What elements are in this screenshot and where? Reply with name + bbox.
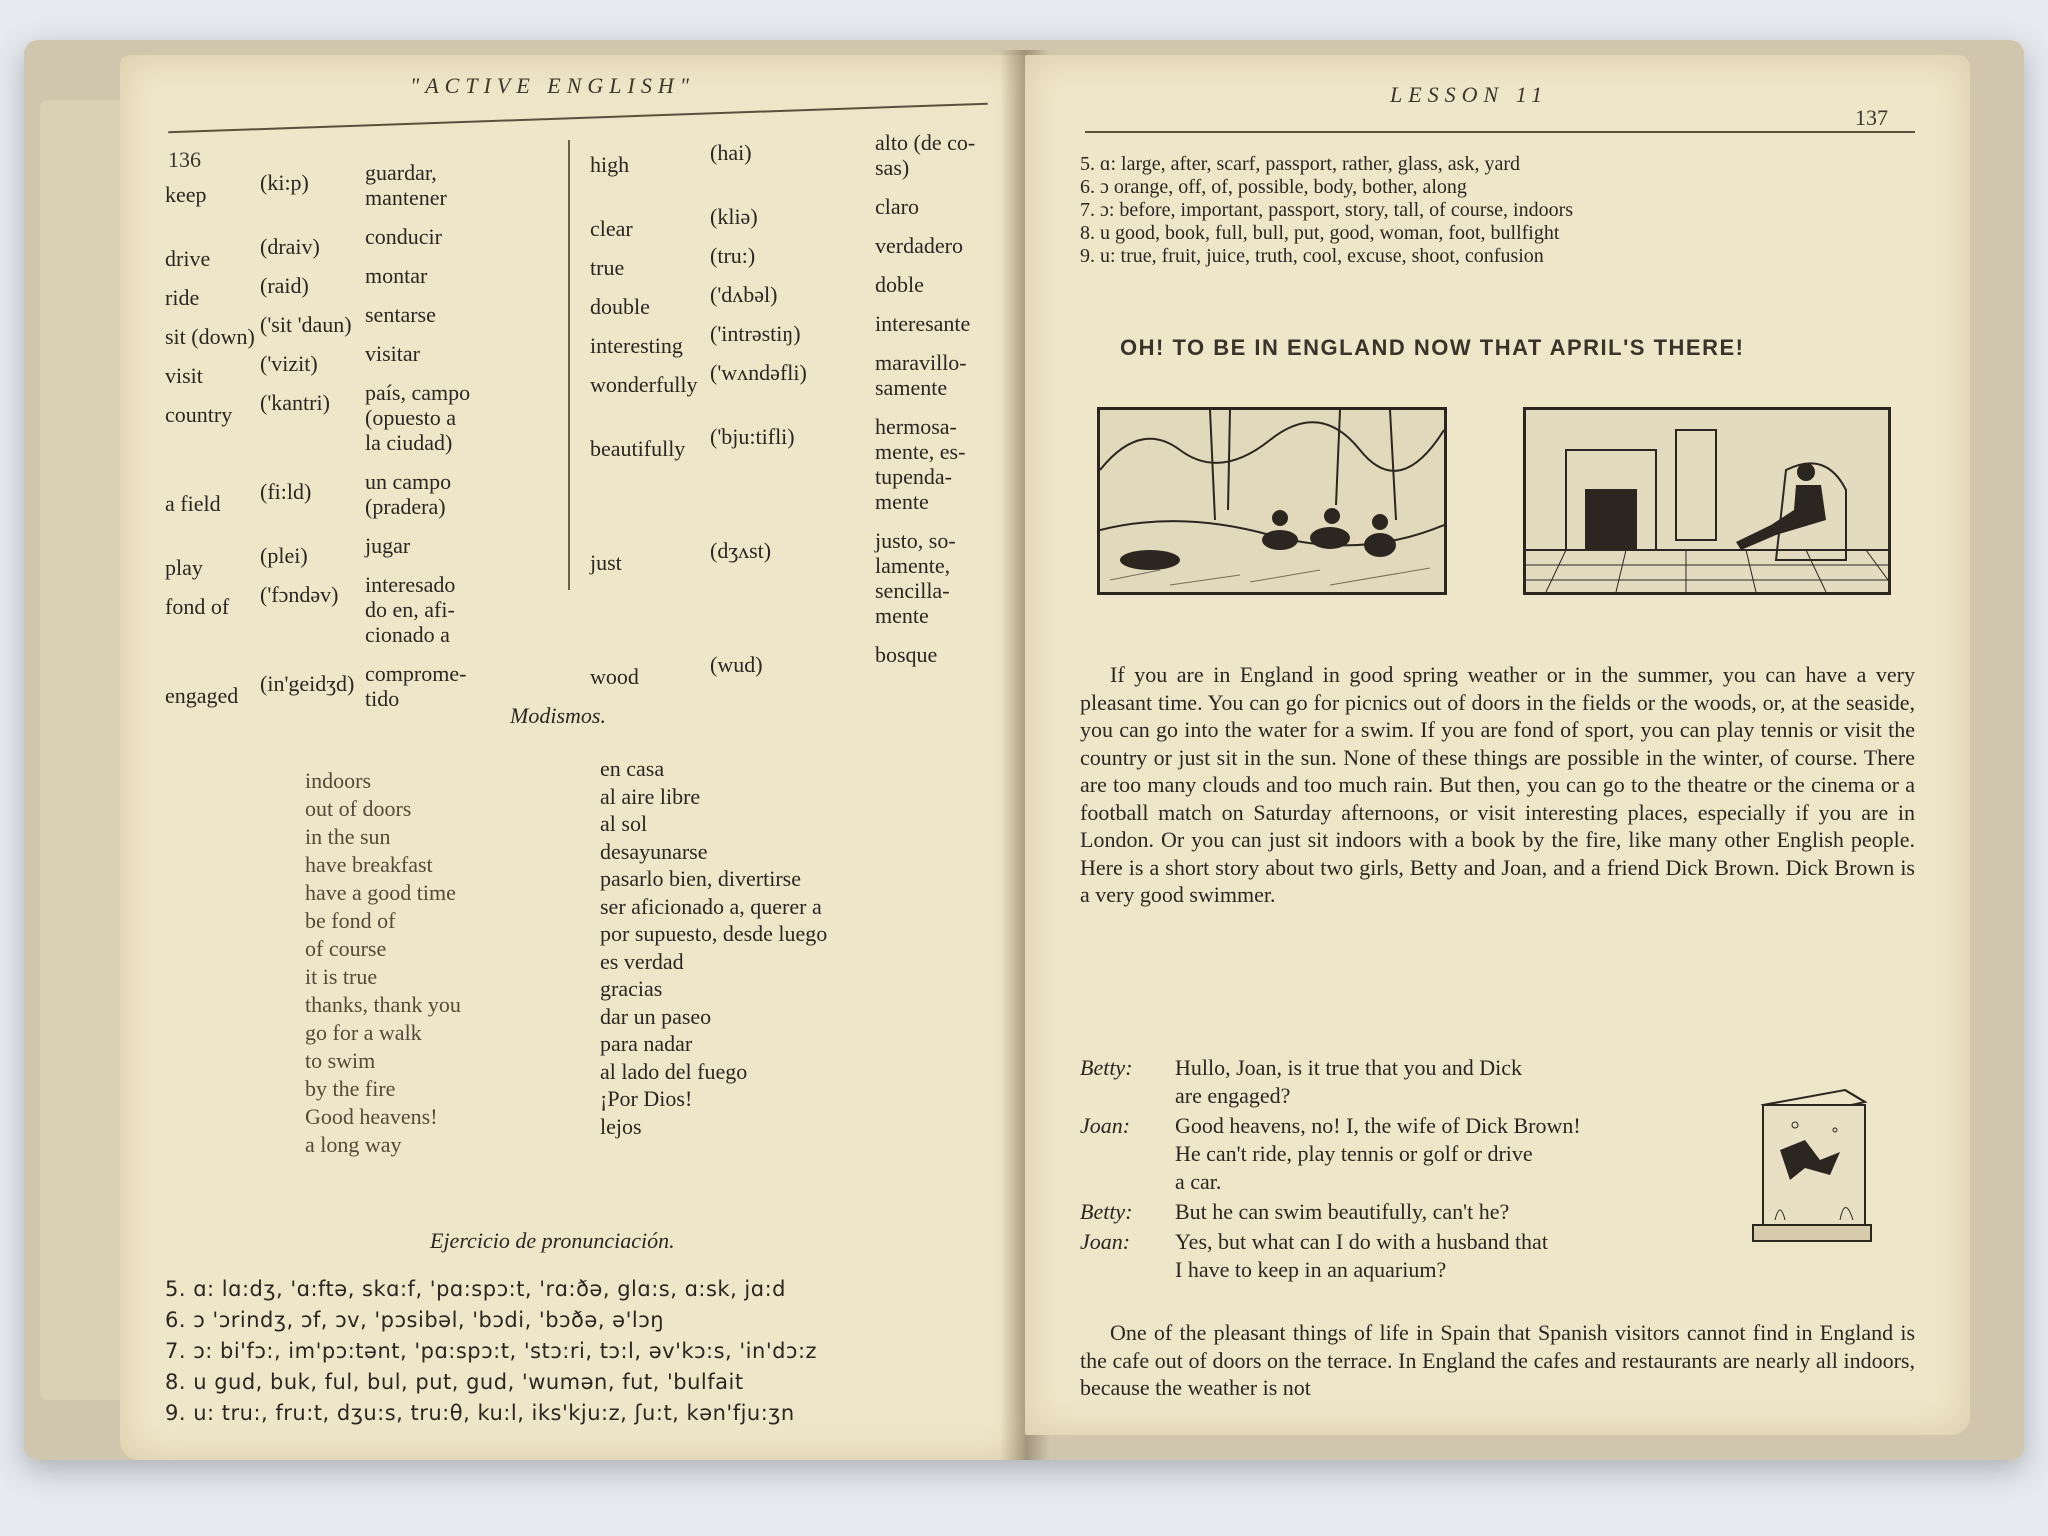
idiom-english: have breakfast	[305, 852, 433, 877]
vocab-word: double	[590, 294, 650, 319]
idiom-english: it is true	[305, 964, 378, 989]
vocab-meaning: bosque	[875, 642, 938, 667]
header-rule	[168, 103, 988, 134]
vocab-meaning: claro	[875, 194, 919, 219]
pronunciation-line: 6. ɔ orange, off, of, possible, body, bother, along	[1080, 176, 1467, 198]
dialog-line: Yes, but what can I do with a husband that	[1175, 1229, 1548, 1254]
idioms-heading: Modismos.	[510, 703, 606, 728]
idiom-spanish: al lado del fuego	[600, 1058, 748, 1084]
idiom-english: have a good time	[305, 880, 456, 905]
picnic-drawing	[1100, 410, 1444, 592]
vocab-word: drive	[165, 246, 211, 271]
idiom-english: a long way	[305, 1132, 402, 1157]
pronunciation-line: 8. u good, book, full, bull, put, good, woman, foot, bullfight	[1080, 222, 1560, 244]
vocab-meaning: mantener	[365, 185, 447, 210]
vocab-word: ride	[165, 285, 200, 310]
vocab-meaning: mente	[875, 489, 929, 514]
vocab-ipa: ('kantri)	[260, 390, 330, 415]
vocab-meaning: un campo	[365, 469, 452, 494]
vocab-meaning: tupenda-	[875, 464, 952, 489]
vocab-ipa: ('vizit)	[260, 351, 318, 376]
page-edges	[40, 100, 120, 1400]
vocab-ipa: (raid)	[260, 273, 309, 298]
dialog-line: are engaged?	[1175, 1083, 1291, 1108]
section-title: OH! TO BE IN ENGLAND NOW THAT APRIL'S THERE!	[1120, 335, 1745, 360]
fireside-drawing	[1526, 410, 1888, 592]
pronunciation-line: 7. ɔ: bi'fɔ:, im'pɔ:tənt, 'pɑ:spɔ:t, 'stɔ:ri, tɔ:l, əv'kɔ:s, 'in'dɔ:z	[165, 1339, 818, 1363]
header-rule	[1085, 131, 1915, 133]
idiom-spanish: en casa	[600, 756, 665, 781]
vocab-word: sit (down)	[165, 324, 255, 349]
vocab-ipa: (hai)	[710, 140, 752, 165]
vocab-ipa: ('intrəstiŋ)	[710, 321, 801, 346]
vocab-ipa: (kliə)	[710, 204, 758, 229]
vocab-meaning: samente	[875, 375, 948, 400]
vocab-word: true	[590, 255, 625, 280]
vocab-meaning: (opuesto a	[365, 405, 457, 430]
aquarium-drawing	[1745, 1080, 1875, 1245]
dialog-speaker: Joan:	[1080, 1229, 1131, 1254]
idiom-spanish: es verdad	[600, 948, 684, 974]
idiom-spanish: dar un paseo	[600, 1003, 712, 1029]
vocab-meaning: interesante	[875, 311, 971, 336]
dialog-speaker: Joan:	[1080, 1113, 1131, 1138]
vocab-ipa: ('sit 'daun)	[260, 312, 352, 337]
vocab-meaning: país, campo	[365, 380, 471, 405]
vocab-ipa: ('dʌbəl)	[710, 282, 778, 307]
page-number: 137	[1855, 105, 1888, 130]
dialog-speaker: Betty:	[1080, 1055, 1133, 1080]
vocab-word: country	[165, 402, 233, 427]
pronunciation-heading: Ejercicio de pronunciación.	[430, 1228, 675, 1253]
pronunciation-line: 7. ɔ: before, important, passport, story, tall, of course, indoors	[1080, 199, 1574, 221]
vocab-meaning: do en, afi-	[365, 597, 455, 622]
vocab-meaning: jugar	[365, 533, 411, 558]
vocab-meaning: verdadero	[875, 233, 963, 258]
idiom-english: be fond of	[305, 908, 396, 933]
vocab-ipa: (in'geidʒd)	[260, 671, 355, 696]
vocab-meaning: tido	[365, 686, 400, 711]
vocab-ipa: (ki:p)	[260, 170, 309, 195]
idiom-english: thanks, thank you	[305, 992, 461, 1017]
idiom-spanish: para nadar	[600, 1031, 693, 1056]
idiom-spanish: lejos	[600, 1113, 642, 1139]
vocab-meaning: maravillo-	[875, 350, 967, 375]
pronunciation-line: 5. ɑ: lɑ:dʒ, 'ɑ:ftə, skɑ:f, 'pɑ:spɔ:t, 'rɑ:ðə, glɑ:s, ɑ:sk, jɑ:d	[165, 1277, 786, 1301]
vocab-word: high	[590, 152, 630, 177]
vocab-meaning: sencilla-	[875, 578, 950, 603]
vocab-meaning: comprome-	[365, 661, 467, 686]
vocab-meaning: alto (de co-	[875, 130, 976, 155]
vocab-meaning: lamente,	[875, 553, 951, 578]
vocab-meaning: interesado	[365, 572, 456, 597]
vocab-ipa: (tru:)	[710, 243, 756, 268]
vocab-ipa: ('wʌndəfli)	[710, 360, 807, 385]
page-number: 136	[168, 147, 201, 172]
pronunciation-line: 9. u: tru:, fru:t, dʒu:s, tru:θ, ku:l, iks'kju:z, ʃu:t, kən'fju:ʒn	[165, 1401, 795, 1425]
vocab-meaning: mente, es-	[875, 439, 966, 464]
idiom-english: go for a walk	[305, 1020, 422, 1045]
right-page	[1025, 55, 1970, 1435]
vocab-meaning: guardar,	[365, 160, 437, 185]
vocab-meaning: conducir	[365, 224, 442, 249]
running-head: LESSON 11	[1390, 82, 1549, 107]
vocab-meaning: (pradera)	[365, 494, 446, 519]
picnic-illustration	[1097, 407, 1447, 595]
vocab-word: wood	[590, 664, 639, 689]
vocab-word: play	[165, 555, 203, 580]
idiom-spanish: gracias	[600, 976, 663, 1001]
idiom-english: of course	[305, 936, 387, 961]
dialog-line: I have to keep in an aquarium?	[1175, 1257, 1447, 1282]
idiom-english: out of doors	[305, 796, 412, 821]
vocab-ipa: (wud)	[710, 652, 763, 677]
idiom-english: in the sun	[305, 824, 391, 849]
vocab-meaning: doble	[875, 272, 924, 297]
vocab-word: engaged	[165, 683, 239, 708]
vocab-meaning: sentarse	[365, 302, 436, 327]
dialog-line: Hullo, Joan, is it true that you and Dick	[1175, 1055, 1523, 1080]
idiom-spanish: al aire libre	[600, 783, 701, 809]
vocab-ipa: (plei)	[260, 543, 308, 568]
column-divider	[568, 140, 570, 590]
idiom-english: to swim	[305, 1048, 376, 1073]
vocab-ipa: (dʒʌst)	[710, 538, 772, 563]
vocab-word: wonderfully	[590, 372, 698, 397]
idiom-spanish: ¡Por Dios!	[600, 1086, 693, 1111]
vocab-word: interesting	[590, 333, 683, 358]
dialog-line: He can't ride, play tennis or golf or drive	[1175, 1141, 1533, 1166]
vocab-meaning: cionado a	[365, 622, 450, 647]
vocab-meaning: justo, so-	[875, 528, 956, 553]
running-head: "ACTIVE ENGLISH"	[410, 73, 695, 98]
vocab-meaning: sas)	[875, 155, 910, 180]
vocab-ipa: ('fɔndəv)	[260, 582, 339, 607]
left-page	[120, 55, 1025, 1460]
vocab-ipa: ('bju:tifli)	[710, 424, 795, 449]
dialog-line: a car.	[1175, 1169, 1222, 1194]
idiom-english: by the fire	[305, 1076, 396, 1101]
closing-paragraph: One of the pleasant things of life in Spain that Spanish visitors cannot find in England is the cafe out of doors on the terrace. In England the cafes and restaurants are nearly all indoors, because the weather is not	[1080, 1320, 1915, 1400]
idiom-spanish: al sol	[600, 811, 648, 836]
vocab-ipa: (fi:ld)	[260, 479, 312, 504]
vocab-meaning: la ciudad)	[365, 430, 453, 455]
idiom-english: Good heavens!	[305, 1104, 438, 1129]
dialog-line: Good heavens, no! I, the wife of Dick Brown!	[1175, 1113, 1581, 1138]
vocab-word: just	[590, 550, 622, 575]
idiom-english: indoors	[305, 768, 371, 793]
pronunciation-line: 9. u: true, fruit, juice, truth, cool, excuse, shoot, confusion	[1080, 245, 1544, 267]
vocab-meaning: montar	[365, 263, 428, 288]
vocab-ipa: (draiv)	[260, 234, 320, 259]
idiom-spanish: desayunarse	[600, 838, 708, 864]
pronunciation-line: 8. u gud, buk, ful, bul, put, gud, 'wumən, fut, 'bulfait	[165, 1370, 744, 1394]
vocab-word: visit	[165, 363, 203, 388]
vocab-word: clear	[590, 216, 633, 241]
vocab-word: fond of	[165, 594, 230, 619]
aquarium-illustration	[1745, 1080, 1875, 1245]
idiom-spanish: ser aficionado a, querer a	[600, 893, 822, 919]
vocab-meaning: visitar	[365, 341, 420, 366]
vocab-word: beautifully	[590, 436, 686, 461]
pronunciation-line: 5. ɑ: large, after, scarf, passport, rather, glass, ask, yard	[1080, 153, 1520, 175]
vocab-meaning: hermosa-	[875, 414, 957, 439]
vocab-meaning: mente	[875, 603, 929, 628]
vocab-word: a field	[165, 491, 221, 516]
pronunciation-line: 6. ɔ 'ɔrindʒ, ɔf, ɔv, 'pɔsibəl, 'bɔdi, 'bɔðə, ə'lɔŋ	[165, 1308, 665, 1332]
idiom-spanish: pasarlo bien, divertirse	[600, 866, 801, 891]
fireside-illustration	[1523, 407, 1891, 595]
intro-paragraph: If you are in England in good spring weather or in the summer, you can have a very pleasant time. You can go for picnics out of doors in the fields or the woods, or, at the seaside, you can go into the water for a swim. If you are fond of sport, you can play tennis or visit the country or just sit in the sun. None of these things are possible in the winter, of course. There are too many clouds and too much rain. But then, you can go to the theatre or the cinema or a football match on Saturday afternoons, or visit interesting places, especially if you are in London. Or you can just sit indoors with a book by the fire, like many other English people. Here is a short story about two girls, Betty and Joan, and a friend Dick Brown. Dick Brown is a very good swimmer.	[1080, 662, 1915, 907]
dialog-line: But he can swim beautifully, can't he?	[1175, 1199, 1510, 1224]
idiom-spanish: por supuesto, desde luego	[600, 921, 828, 946]
vocab-word: keep	[165, 182, 207, 207]
dialog-speaker: Betty:	[1080, 1199, 1133, 1224]
